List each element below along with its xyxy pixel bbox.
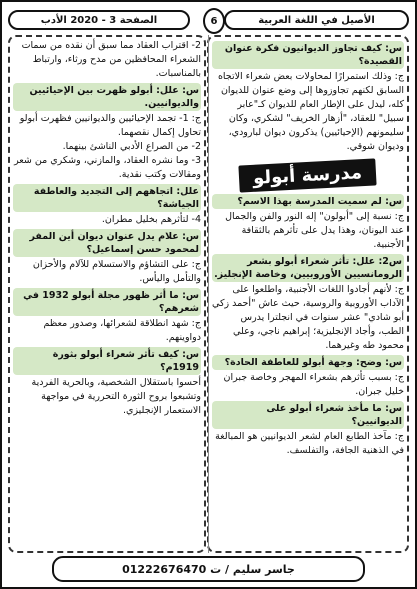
page-number: 6: [203, 8, 225, 34]
question-heading: س: كيف تأثر شعراء أبولو بثورة 1919م؟: [13, 347, 201, 375]
answer-text: ج: لأنهم أجادوا اللغات الأجنبية، واطلعوا على الآداب الأوروبية والروسية، حيث عاش "أحمد زكي أبو شادي" عشر سنوات في انجلترا يدرس الطب، وأجاد الإنجليزية؛ إبراهيم ناجي، وعلي محمود طه وغيرهما.: [212, 284, 404, 351]
page-header: [8, 8, 409, 34]
question-heading: س: علام يدل عنوان ديوان أين المفر لمحمود حسن إسماعيل؟: [13, 229, 201, 257]
question-heading: س: كيف تجاوز الديوانيون فكرة عنوان القصيدة؟: [212, 41, 404, 69]
left-column: [8, 35, 206, 553]
question-heading: س: ما أثر ظهور مجلة أبولو 1932 في شعرهم؟: [13, 288, 201, 316]
question-heading: س: وضح: وجهة أبولو للعاطفة الحادة؟: [212, 355, 404, 370]
answer-text: ج: مآخذ الطابع العام لشعر الديوانيين هو المبالغة في الذهنية الجافة، والتفلسف.: [215, 431, 404, 456]
answer-text: ج: على التشاؤم والاستسلام للآلام والأحزان والتأمل واليأس.: [32, 259, 201, 284]
answer-text: 4- لتأثرهم بخليل مطران.: [101, 214, 201, 225]
answer-text: ج: شهد انطلاقة لشعرائها، وصدور معظم دواوينهم.: [43, 318, 201, 343]
question-heading: س: لم سميت المدرسة بهذا الاسم؟: [212, 194, 404, 209]
question-heading: س: علل: أبولو ظهرت بين الإحيائيين والديوانيين.: [13, 83, 201, 111]
answer-text: 2- من الصراع الأدبي الناشئ بينهما.: [62, 141, 201, 152]
question-heading: س: ما مأخذ شعراء أبولو على الديوانيين؟: [212, 401, 404, 429]
right-column: [207, 35, 409, 553]
answer-text: ج: 1- تجمد الإحيائيين والديوانيين فظهرت أبولو تحاول إكمال نقصهما.: [19, 113, 201, 138]
section-title-box: الصفحة 3 - 2020 الأدب: [8, 10, 190, 30]
answer-text: ج: بسبب تأثرهم بشعراء المهجر وخاصة جبران خليل جبران.: [223, 372, 404, 397]
answer-text: 2- اقتراب العقاد مما سبق أن نقده من سمات الشعراء المحافظين من مدح ورثاء، وارتباط بالمناسبات.: [21, 40, 201, 79]
answer-text: أحسوا باستقلال الشخصية، وبالحرية الفردية وتشبعوا بروح الثورة التحررية في مواجهة الاستعمار الإنجليزي.: [31, 377, 201, 416]
book-title-box: الأصيل في اللغة العربية: [224, 10, 409, 30]
section-title-label: مدرسة أبولو: [239, 158, 377, 192]
answer-text: ج: وذلك استمرارًا لمحاولات بعض شعراء الاتجاه السابق لكنهم تجاوزوها إلى وضع عنوان للديوان كله، ليدل على الإطار العام للديوان كـ"عابر سبيل" للعقاد، "أزهار الخريف" لشكري، وكان سليمونهم (الإحيائيين) يذكرون ديوان لبارودي، وديوان شوقي.: [217, 71, 404, 152]
answer-text: 3- وما نشره العقاد، والمازني، وشكري من شعر ومقالات وكتب نقدية.: [14, 155, 201, 180]
page-footer: جاسر سليم / ت 01222676470: [52, 556, 365, 582]
section-title: [212, 160, 404, 190]
column-divider: [208, 35, 209, 553]
answer-text: ج: نسبة إلى "أبولون" إله النور والفن والجمال عند اليونان، وهذا يدل على تأثرهم بالثقافة الأجنبية.: [225, 211, 404, 250]
question-heading: علل: اتجاههم إلى التجديد والعاطفة الجياشة؟: [13, 184, 201, 212]
question-heading: س2: علل: تأثر شعراء أبولو بشعر الرومانسيين الأوروبيين، وخاصة الإنجليز.: [212, 254, 404, 282]
